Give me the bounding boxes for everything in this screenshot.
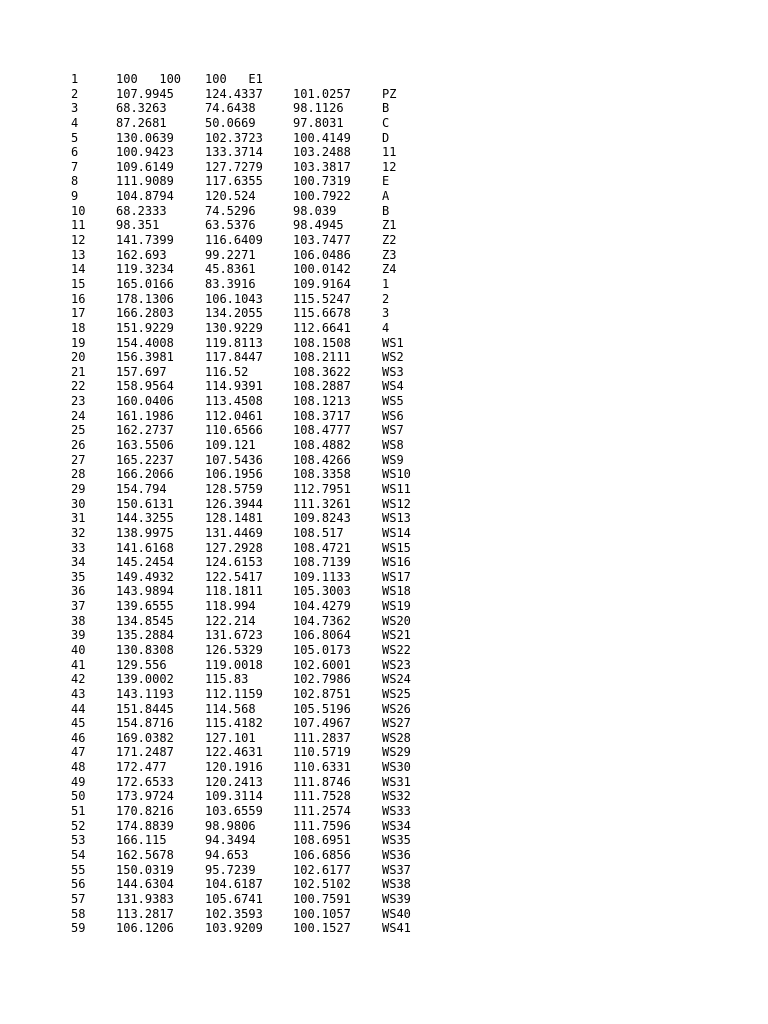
row-number-cell: 39 <box>71 628 86 643</box>
y-value-cell: 110.6566 <box>205 423 263 438</box>
y-value-cell: 106.1043 <box>205 291 263 306</box>
z-value-cell: 100.7922 <box>293 189 351 204</box>
point-label-cell: Z3 <box>382 247 397 262</box>
x-value-cell: 87.2681 <box>116 115 167 130</box>
point-label-cell: WS22 <box>382 642 411 657</box>
y-value-cell: 118.994 <box>205 599 256 614</box>
row-number-cell: 15 <box>71 276 86 291</box>
z-value-cell: 108.3622 <box>293 364 351 379</box>
point-label-cell: WS19 <box>382 599 411 614</box>
x-value-cell: 139.6555 <box>116 599 174 614</box>
x-value-cell: 68.2333 <box>116 203 167 218</box>
x-value-cell: 141.7399 <box>116 233 174 248</box>
z-value-cell: 115.5247 <box>293 291 351 306</box>
row-number-cell: 21 <box>71 364 86 379</box>
row-number-cell: 55 <box>71 862 86 877</box>
point-label-cell: WS28 <box>382 730 411 745</box>
point-label-cell: B <box>382 101 390 116</box>
z-value-cell: 102.5102 <box>293 877 351 892</box>
y-value-cell: 134.2055 <box>205 306 263 321</box>
row-number-cell: 48 <box>71 760 86 775</box>
point-label-cell: 2 <box>382 291 390 306</box>
y-value-cell: 83.3916 <box>205 276 256 291</box>
point-label-cell: WS33 <box>382 804 411 819</box>
x-value-cell: 107.9945 <box>116 86 174 101</box>
x-value-cell: 68.3263 <box>116 101 167 116</box>
x-value-cell: 160.0406 <box>116 394 174 409</box>
point-label-cell: D <box>382 130 390 145</box>
point-label-cell: WS17 <box>382 569 411 584</box>
row-number-cell: 2 <box>71 86 79 101</box>
y-value-cell: 74.6438 <box>205 101 256 116</box>
y-value-cell: 120.524 <box>205 189 256 204</box>
x-value-cell: 161.1986 <box>116 408 174 423</box>
row-number-cell: 43 <box>71 686 86 701</box>
z-value-cell: 110.5719 <box>293 745 351 760</box>
x-value-cell: 169.0382 <box>116 730 174 745</box>
x-value-cell: 134.8545 <box>116 613 174 628</box>
point-label-cell: WS37 <box>382 862 411 877</box>
point-label-cell: WS4 <box>382 379 404 394</box>
y-value-cell: 131.4469 <box>205 525 263 540</box>
z-value-cell: 100.7591 <box>293 891 351 906</box>
z-value-cell: 110.6331 <box>293 760 351 775</box>
x-value-cell: 166.2066 <box>116 467 174 482</box>
y-value-cell: 126.5329 <box>205 642 263 657</box>
x-value-cell: 174.8839 <box>116 818 174 833</box>
z-value-cell: 112.6641 <box>293 320 351 335</box>
row-number-cell: 12 <box>71 233 86 248</box>
z-value-cell: 108.2111 <box>293 350 351 365</box>
row-number-cell: 17 <box>71 306 86 321</box>
x-value-cell: 143.1193 <box>116 686 174 701</box>
z-value-cell: 103.2488 <box>293 145 351 160</box>
y-value-cell: 116.6409 <box>205 233 263 248</box>
point-label-cell: WS21 <box>382 628 411 643</box>
x-value-cell: 98.351 <box>116 218 160 233</box>
z-value-cell: 111.7528 <box>293 789 351 804</box>
x-value-cell: 156.3981 <box>116 350 174 365</box>
row-number-cell: 30 <box>71 496 86 511</box>
y-value-cell: 104.6187 <box>205 877 263 892</box>
y-value-cell: 122.5417 <box>205 569 263 584</box>
z-value-cell: 109.9164 <box>293 276 351 291</box>
x-value-cell: 165.2237 <box>116 452 174 467</box>
z-value-cell: 98.1126 <box>293 101 344 116</box>
row-number-cell: 53 <box>71 833 86 848</box>
y-value-cell: 103.9209 <box>205 921 263 936</box>
point-label-cell: WS7 <box>382 423 404 438</box>
x-value-cell: 151.8445 <box>116 701 174 716</box>
y-value-cell: 63.5376 <box>205 218 256 233</box>
z-value-cell: 98.4945 <box>293 218 344 233</box>
z-value-cell: 106.0486 <box>293 247 351 262</box>
point-label-cell: 12 <box>382 159 397 174</box>
y-value-cell: 122.4631 <box>205 745 263 760</box>
x-value-cell: 157.697 <box>116 364 167 379</box>
z-value-cell: 102.8751 <box>293 686 351 701</box>
z-value-cell: 107.4967 <box>293 716 351 731</box>
x-value-cell: 150.6131 <box>116 496 174 511</box>
z-value-cell: 108.4882 <box>293 438 351 453</box>
y-value-cell: 114.568 <box>205 701 256 716</box>
x-value-cell: 166.2803 <box>116 306 174 321</box>
x-value-cell: 149.4932 <box>116 569 174 584</box>
y-value-cell: 94.3494 <box>205 833 256 848</box>
x-value-cell: 141.6168 <box>116 540 174 555</box>
row-number-cell: 46 <box>71 730 86 745</box>
y-value-cell: 124.6153 <box>205 555 263 570</box>
x-value-cell: 135.2884 <box>116 628 174 643</box>
y-value-cell: 130.9229 <box>205 320 263 335</box>
point-label-cell: WS1 <box>382 335 404 350</box>
point-label-cell: WS2 <box>382 350 404 365</box>
point-label-cell: PZ <box>382 86 397 101</box>
z-value-cell: 111.2837 <box>293 730 351 745</box>
row-number-cell: 38 <box>71 613 86 628</box>
z-value-cell: 102.7986 <box>293 672 351 687</box>
z-value-cell: 98.039 <box>293 203 337 218</box>
point-label-cell: WS34 <box>382 818 411 833</box>
row-number-cell: 29 <box>71 481 86 496</box>
point-label-cell: A <box>382 189 390 204</box>
y-value-cell: 113.4508 <box>205 394 263 409</box>
row-number-cell: 35 <box>71 569 86 584</box>
y-value-cell: 105.6741 <box>205 891 263 906</box>
point-label-cell: WS6 <box>382 408 404 423</box>
z-value-cell: 109.8243 <box>293 511 351 526</box>
row-number-cell: 5 <box>71 130 79 145</box>
z-value-cell: 111.2574 <box>293 804 351 819</box>
row-number-cell: 23 <box>71 394 86 409</box>
z-value-cell: 104.7362 <box>293 613 351 628</box>
point-label-cell: WS8 <box>382 438 404 453</box>
x-value-cell: 173.9724 <box>116 789 174 804</box>
row-number-cell: 18 <box>71 320 86 335</box>
x-value-cell: 151.9229 <box>116 320 174 335</box>
row-number-cell: 45 <box>71 716 86 731</box>
z-value-cell: 104.4279 <box>293 599 351 614</box>
y-value-cell: 122.214 <box>205 613 256 628</box>
x-value-cell: 144.3255 <box>116 511 174 526</box>
row-number-cell: 1 <box>71 72 79 86</box>
y-value-cell: 127.2928 <box>205 540 263 555</box>
row-number-cell: 11 <box>71 218 86 233</box>
x-value-cell: 158.9564 <box>116 379 174 394</box>
z-value-cell: 102.6177 <box>293 862 351 877</box>
y-value-cell: 99.2271 <box>205 247 256 262</box>
z-value-cell: 100.4149 <box>293 130 351 145</box>
x-value-cell: 119.3234 <box>116 262 174 277</box>
x-value-cell: 131.9383 <box>116 891 174 906</box>
x-value-cell: 166.115 <box>116 833 167 848</box>
x-value-cell: 162.2737 <box>116 423 174 438</box>
row-number-cell: 13 <box>71 247 86 262</box>
point-label-cell: E <box>382 174 390 189</box>
row-number-cell: 42 <box>71 672 86 687</box>
z-value-cell: 105.5196 <box>293 701 351 716</box>
row-number-cell: 44 <box>71 701 86 716</box>
z-value-cell: 111.3261 <box>293 496 351 511</box>
z-value-cell: 100.1057 <box>293 906 351 921</box>
point-label-cell: WS41 <box>382 921 411 936</box>
z-value-cell: 100.0142 <box>293 262 351 277</box>
row-number-cell: 25 <box>71 423 86 438</box>
row-number-cell: 16 <box>71 291 86 306</box>
point-label-cell: WS5 <box>382 394 404 409</box>
point-label-cell: B <box>382 203 390 218</box>
point-label-cell: 11 <box>382 145 397 160</box>
x-value-cell: 111.9089 <box>116 174 174 189</box>
x-value-cell: 144.6304 <box>116 877 174 892</box>
y-value-cell: 50.0669 <box>205 115 256 130</box>
point-label-cell: WS35 <box>382 833 411 848</box>
z-value-cell: 108.1508 <box>293 335 351 350</box>
point-label-cell: 4 <box>382 320 390 335</box>
y-value-cell: 117.8447 <box>205 350 263 365</box>
point-label-cell: WS23 <box>382 657 411 672</box>
point-label-cell: WS38 <box>382 877 411 892</box>
y-value-cell: 45.8361 <box>205 262 256 277</box>
z-value-cell: 108.517 <box>293 525 344 540</box>
row-number-cell: 51 <box>71 804 86 819</box>
z-value-cell: 108.4777 <box>293 423 351 438</box>
row-number-cell: 7 <box>71 159 79 174</box>
row-number-cell: 26 <box>71 438 86 453</box>
row-number-cell: 50 <box>71 789 86 804</box>
y-value-cell: 124.4337 <box>205 86 263 101</box>
x-value-cell: 145.2454 <box>116 555 174 570</box>
y-value-cell: 119.8113 <box>205 335 263 350</box>
row-number-cell: 14 <box>71 262 86 277</box>
x-value-cell: 100.9423 <box>116 145 174 160</box>
y-value-cell: 109.3114 <box>205 789 263 804</box>
y-value-cell: 118.1811 <box>205 584 263 599</box>
x-value-cell: 154.4008 <box>116 335 174 350</box>
z-value-cell: 105.0173 <box>293 642 351 657</box>
row-number-cell: 59 <box>71 921 86 936</box>
point-label-cell: WS39 <box>382 891 411 906</box>
y-value-cell: 95.7239 <box>205 862 256 877</box>
x-value-cell: 154.794 <box>116 481 167 496</box>
row-number-cell: 52 <box>71 818 86 833</box>
point-label-cell: Z4 <box>382 262 397 277</box>
y-value-cell: 127.101 <box>205 730 256 745</box>
y-value-cell: 94.653 <box>205 847 249 862</box>
x-value-cell: 130.8308 <box>116 642 174 657</box>
y-value-cell: 107.5436 <box>205 452 263 467</box>
z-value-cell: 100.7319 <box>293 174 351 189</box>
row-number-cell: 36 <box>71 584 86 599</box>
row-number-cell: 31 <box>71 511 86 526</box>
z-value-cell: 108.2887 <box>293 379 351 394</box>
x-value-cell: 130.0639 <box>116 130 174 145</box>
point-label-cell: C <box>382 115 390 130</box>
row-number-cell: 32 <box>71 525 86 540</box>
y-value-cell: 131.6723 <box>205 628 263 643</box>
y-value-cell: 128.5759 <box>205 481 263 496</box>
row-number-cell: 20 <box>71 350 86 365</box>
y-value-cell: 133.3714 <box>205 145 263 160</box>
point-label-cell: WS36 <box>382 847 411 862</box>
point-label-cell: Z2 <box>382 233 397 248</box>
y-value-cell: 114.9391 <box>205 379 263 394</box>
z-value-cell: 111.7596 <box>293 818 351 833</box>
point-label-cell: WS18 <box>382 584 411 599</box>
point-label-cell: WS40 <box>382 906 411 921</box>
point-label-cell: WS16 <box>382 555 411 570</box>
z-value-cell: 106.6856 <box>293 847 351 862</box>
point-label-cell: Z1 <box>382 218 397 233</box>
z-value-cell: 108.4266 <box>293 452 351 467</box>
y-value-cell: 109.121 <box>205 438 256 453</box>
x-value-cell: 178.1306 <box>116 291 174 306</box>
z-value-cell: 102.6001 <box>293 657 351 672</box>
row-number-cell: 34 <box>71 555 86 570</box>
point-label-cell: WS9 <box>382 452 404 467</box>
row-number-cell: 49 <box>71 774 86 789</box>
z-value-cell: 108.6951 <box>293 833 351 848</box>
y-value-cell: 102.3593 <box>205 906 263 921</box>
y-value-cell: 112.0461 <box>205 408 263 423</box>
z-value-cell: 115.6678 <box>293 306 351 321</box>
point-label-cell: 3 <box>382 306 390 321</box>
x-value-cell: 172.477 <box>116 760 167 775</box>
point-label-cell: WS30 <box>382 760 411 775</box>
x-value-cell: 165.0166 <box>116 276 174 291</box>
row-number-cell: 22 <box>71 379 86 394</box>
x-value-cell: 113.2817 <box>116 906 174 921</box>
row-number-cell: 28 <box>71 467 86 482</box>
x-value-cell: 129.556 <box>116 657 167 672</box>
y-value-cell: 120.2413 <box>205 774 263 789</box>
x-value-cell: 139.0002 <box>116 672 174 687</box>
x-value-cell: 162.693 <box>116 247 167 262</box>
row-number-cell: 54 <box>71 847 86 862</box>
point-label-cell: WS10 <box>382 467 411 482</box>
z-value-cell: 100.1527 <box>293 921 351 936</box>
row-number-cell: 58 <box>71 906 86 921</box>
x-value-cell: 154.8716 <box>116 716 174 731</box>
point-label-cell: 1 <box>382 276 390 291</box>
y-value-cell: 102.3723 <box>205 130 263 145</box>
z-value-cell: 101.0257 <box>293 86 351 101</box>
row-number-cell: 4 <box>71 115 79 130</box>
y-value-cell: 119.0018 <box>205 657 263 672</box>
point-label-cell: WS15 <box>382 540 411 555</box>
y-value-cell: 117.6355 <box>205 174 263 189</box>
point-label-cell: WS12 <box>382 496 411 511</box>
point-label-cell: WS27 <box>382 716 411 731</box>
x-value-cell: 106.1206 <box>116 921 174 936</box>
row-number-cell: 37 <box>71 599 86 614</box>
y-value-cell: 100 E1 <box>205 72 263 86</box>
z-value-cell: 111.8746 <box>293 774 351 789</box>
z-value-cell: 103.3817 <box>293 159 351 174</box>
point-label-cell: WS11 <box>382 481 411 496</box>
y-value-cell: 74.5296 <box>205 203 256 218</box>
row-number-cell: 19 <box>71 335 86 350</box>
y-value-cell: 103.6559 <box>205 804 263 819</box>
row-number-cell: 9 <box>71 189 79 204</box>
x-value-cell: 162.5678 <box>116 847 174 862</box>
point-label-cell: WS20 <box>382 613 411 628</box>
z-value-cell: 108.1213 <box>293 394 351 409</box>
x-value-cell: 138.9975 <box>116 525 174 540</box>
y-value-cell: 112.1159 <box>205 686 263 701</box>
z-value-cell: 108.3358 <box>293 467 351 482</box>
point-label-cell: WS3 <box>382 364 404 379</box>
z-value-cell: 108.7139 <box>293 555 351 570</box>
x-value-cell: 150.0319 <box>116 862 174 877</box>
y-value-cell: 106.1956 <box>205 467 263 482</box>
z-value-cell: 109.1133 <box>293 569 351 584</box>
point-label-cell: WS26 <box>382 701 411 716</box>
row-number-cell: 57 <box>71 891 86 906</box>
point-label-cell: WS29 <box>382 745 411 760</box>
row-number-cell: 33 <box>71 540 86 555</box>
x-value-cell: 109.6149 <box>116 159 174 174</box>
z-value-cell: 105.3003 <box>293 584 351 599</box>
row-number-cell: 6 <box>71 145 79 160</box>
point-label-cell: WS31 <box>382 774 411 789</box>
z-value-cell: 97.8031 <box>293 115 344 130</box>
row-number-cell: 47 <box>71 745 86 760</box>
z-value-cell: 103.7477 <box>293 233 351 248</box>
row-number-cell: 24 <box>71 408 86 423</box>
row-number-cell: 27 <box>71 452 86 467</box>
y-value-cell: 98.9806 <box>205 818 256 833</box>
y-value-cell: 126.3944 <box>205 496 263 511</box>
point-label-cell: WS14 <box>382 525 411 540</box>
x-value-cell: 143.9894 <box>116 584 174 599</box>
row-number-cell: 8 <box>71 174 79 189</box>
x-value-cell: 172.6533 <box>116 774 174 789</box>
row-number-cell: 56 <box>71 877 86 892</box>
row-number-cell: 3 <box>71 101 79 116</box>
z-value-cell: 108.3717 <box>293 408 351 423</box>
row-number-cell: 41 <box>71 657 86 672</box>
x-value-cell: 104.8794 <box>116 189 174 204</box>
point-label-cell: WS32 <box>382 789 411 804</box>
x-value-cell: 170.8216 <box>116 804 174 819</box>
z-value-cell: 108.4721 <box>293 540 351 555</box>
point-label-cell: WS24 <box>382 672 411 687</box>
y-value-cell: 115.4182 <box>205 716 263 731</box>
y-value-cell: 115.83 <box>205 672 249 687</box>
z-value-cell: 106.8064 <box>293 628 351 643</box>
y-value-cell: 127.7279 <box>205 159 263 174</box>
x-value-cell: 171.2487 <box>116 745 174 760</box>
point-label-cell: WS25 <box>382 686 411 701</box>
y-value-cell: 120.1916 <box>205 760 263 775</box>
row-number-cell: 40 <box>71 642 86 657</box>
z-value-cell: 112.7951 <box>293 481 351 496</box>
row-number-cell: 10 <box>71 203 86 218</box>
y-value-cell: 128.1481 <box>205 511 263 526</box>
y-value-cell: 116.52 <box>205 364 249 379</box>
point-label-cell: WS13 <box>382 511 411 526</box>
x-value-cell: 163.5506 <box>116 438 174 453</box>
x-value-cell: 100 100 <box>116 72 182 86</box>
